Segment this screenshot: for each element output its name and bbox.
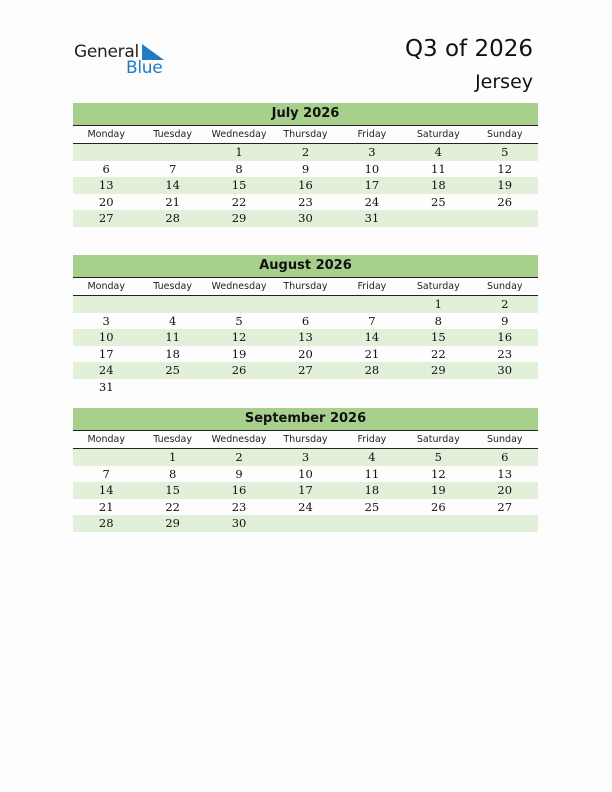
day-cell: 17 bbox=[364, 178, 380, 193]
weekday-label: Monday bbox=[87, 434, 125, 445]
weekday-header-row bbox=[73, 431, 538, 449]
day-cell: 10 bbox=[98, 330, 114, 345]
day-cell: 15 bbox=[431, 330, 446, 345]
weekday-label: Friday bbox=[357, 434, 387, 445]
day-cell: 31 bbox=[364, 211, 380, 226]
day-cell: 29 bbox=[165, 516, 180, 531]
day-cell: 25 bbox=[364, 499, 380, 514]
page-title: Q3 of 2026 bbox=[404, 36, 533, 62]
day-cell: 22 bbox=[231, 194, 247, 209]
day-cell: 23 bbox=[298, 194, 313, 209]
weekday-label: Sunday bbox=[486, 281, 523, 292]
day-cell: 11 bbox=[364, 466, 380, 481]
day-cell: 29 bbox=[431, 363, 446, 378]
day-cell: 7 bbox=[102, 466, 110, 481]
week-row bbox=[73, 379, 538, 396]
day-cell: 8 bbox=[235, 161, 243, 176]
generalblue-logo bbox=[74, 42, 174, 78]
week-row bbox=[73, 515, 538, 532]
day-cell: 20 bbox=[497, 483, 513, 498]
day-cell: 15 bbox=[231, 178, 247, 193]
day-cell: 4 bbox=[368, 450, 376, 464]
day-cell: 13 bbox=[497, 466, 513, 481]
day-cell: 14 bbox=[165, 178, 180, 193]
weekday-label: Thursday bbox=[283, 281, 328, 292]
weekday-label: Friday bbox=[357, 281, 387, 292]
weekday-label: Wednesday bbox=[211, 281, 267, 292]
month-calendar-august bbox=[73, 255, 538, 396]
day-cell: 30 bbox=[231, 516, 247, 531]
day-cell bbox=[139, 379, 205, 396]
logo-text-general: General bbox=[74, 42, 139, 62]
week-row bbox=[73, 362, 538, 379]
day-cell bbox=[472, 210, 538, 227]
day-cell: 26 bbox=[497, 194, 513, 209]
day-cell: 17 bbox=[298, 483, 313, 498]
day-cell: 22 bbox=[431, 346, 446, 361]
day-cell: 3 bbox=[102, 313, 110, 328]
day-cell: 5 bbox=[434, 450, 442, 464]
day-cell bbox=[206, 379, 272, 396]
day-cell: 27 bbox=[98, 211, 114, 226]
day-cell: 16 bbox=[231, 483, 247, 498]
day-cell: 23 bbox=[497, 346, 513, 361]
weekday-label: Sunday bbox=[486, 434, 523, 445]
day-cell bbox=[339, 379, 405, 396]
day-cell: 7 bbox=[168, 161, 177, 176]
day-cell bbox=[339, 515, 405, 532]
weekday-label: Saturday bbox=[416, 129, 460, 140]
day-cell bbox=[272, 515, 338, 532]
day-cell bbox=[73, 449, 139, 466]
day-cell: 1 bbox=[434, 297, 442, 311]
day-cell: 9 bbox=[235, 466, 243, 481]
day-cell: 16 bbox=[497, 330, 513, 345]
day-cell: 23 bbox=[231, 499, 247, 514]
day-cell: 10 bbox=[298, 466, 313, 481]
day-cell bbox=[405, 379, 471, 396]
day-cell: 1 bbox=[235, 145, 243, 159]
day-cell: 17 bbox=[98, 346, 114, 361]
day-cell: 18 bbox=[165, 346, 180, 361]
month-title: July 2026 bbox=[73, 103, 538, 126]
day-cell: 20 bbox=[98, 194, 114, 209]
weekday-label: Thursday bbox=[283, 129, 328, 140]
day-cell bbox=[73, 296, 139, 313]
day-cell: 4 bbox=[434, 145, 442, 159]
day-cell: 25 bbox=[431, 194, 446, 209]
day-cell: 24 bbox=[98, 363, 114, 378]
weekday-header-row bbox=[73, 278, 538, 296]
day-cell: 30 bbox=[497, 363, 513, 378]
week-row bbox=[73, 144, 538, 161]
day-cell: 11 bbox=[431, 161, 446, 176]
weekday-label: Tuesday bbox=[153, 129, 192, 140]
week-row bbox=[73, 161, 538, 178]
day-cell: 18 bbox=[431, 178, 446, 193]
day-cell bbox=[73, 144, 139, 161]
week-row bbox=[73, 482, 538, 499]
day-cell bbox=[405, 210, 471, 227]
day-cell: 5 bbox=[235, 313, 243, 328]
day-cell bbox=[206, 296, 272, 313]
day-cell bbox=[272, 296, 338, 313]
weekday-label: Saturday bbox=[416, 434, 460, 445]
weekday-label: Tuesday bbox=[153, 434, 192, 445]
day-cell: 14 bbox=[98, 483, 114, 498]
day-cell: 27 bbox=[298, 363, 313, 378]
week-row bbox=[73, 449, 538, 466]
day-cell: 19 bbox=[497, 178, 513, 193]
day-cell bbox=[472, 515, 538, 532]
day-cell: 11 bbox=[165, 330, 180, 345]
day-cell: 4 bbox=[168, 313, 177, 328]
month-title: August 2026 bbox=[73, 255, 538, 278]
day-cell: 12 bbox=[497, 161, 513, 176]
day-cell: 12 bbox=[431, 466, 446, 481]
week-row bbox=[73, 177, 538, 194]
region-name: Jersey bbox=[475, 71, 533, 93]
day-cell: 26 bbox=[231, 363, 247, 378]
day-cell: 14 bbox=[364, 330, 380, 345]
day-cell: 9 bbox=[501, 313, 509, 328]
week-row bbox=[73, 210, 538, 227]
day-cell: 6 bbox=[102, 161, 110, 176]
day-cell: 3 bbox=[368, 145, 376, 159]
month-calendar-september bbox=[73, 408, 538, 532]
week-row bbox=[73, 346, 538, 363]
weekday-label: Friday bbox=[357, 129, 387, 140]
weekday-label: Tuesday bbox=[153, 281, 192, 292]
day-cell: 13 bbox=[298, 330, 313, 345]
day-cell: 15 bbox=[165, 483, 180, 498]
day-cell: 2 bbox=[501, 297, 509, 311]
day-cell: 2 bbox=[235, 450, 243, 464]
day-cell: 6 bbox=[501, 450, 509, 464]
day-cell: 1 bbox=[168, 450, 177, 464]
day-cell: 30 bbox=[298, 211, 313, 226]
day-cell: 26 bbox=[431, 499, 446, 514]
weekday-label: Wednesday bbox=[211, 129, 267, 140]
week-row bbox=[73, 466, 538, 483]
day-cell bbox=[139, 296, 205, 313]
weekday-label: Sunday bbox=[486, 129, 523, 140]
day-cell bbox=[272, 379, 338, 396]
week-row bbox=[73, 499, 538, 516]
month-calendar-july bbox=[73, 103, 538, 227]
weekday-label: Saturday bbox=[416, 281, 460, 292]
day-cell: 5 bbox=[501, 145, 509, 159]
day-cell: 3 bbox=[301, 450, 310, 464]
weekday-header-row bbox=[73, 126, 538, 144]
week-row bbox=[73, 296, 538, 313]
logo-text-blue: Blue bbox=[126, 58, 163, 78]
day-cell: 8 bbox=[434, 313, 442, 328]
day-cell: 29 bbox=[231, 211, 247, 226]
day-cell: 9 bbox=[301, 161, 310, 176]
day-cell bbox=[405, 515, 471, 532]
day-cell: 25 bbox=[165, 363, 180, 378]
day-cell: 6 bbox=[301, 313, 310, 328]
week-row bbox=[73, 329, 538, 346]
day-cell: 21 bbox=[165, 194, 180, 209]
day-cell: 19 bbox=[231, 346, 247, 361]
day-cell: 10 bbox=[364, 161, 380, 176]
day-cell: 8 bbox=[168, 466, 177, 481]
day-cell: 12 bbox=[231, 330, 247, 345]
day-cell: 22 bbox=[165, 499, 180, 514]
week-row bbox=[73, 194, 538, 211]
day-cell: 28 bbox=[98, 516, 114, 531]
weekday-label: Monday bbox=[87, 129, 125, 140]
day-cell: 31 bbox=[98, 379, 114, 394]
day-cell: 13 bbox=[98, 178, 114, 193]
month-title: September 2026 bbox=[73, 408, 538, 431]
day-cell: 18 bbox=[364, 483, 380, 498]
day-cell: 24 bbox=[364, 194, 380, 209]
day-cell: 27 bbox=[497, 499, 513, 514]
day-cell: 20 bbox=[298, 346, 313, 361]
day-cell: 2 bbox=[301, 145, 310, 159]
weekday-label: Thursday bbox=[283, 434, 328, 445]
weekday-label: Monday bbox=[87, 281, 125, 292]
day-cell: 21 bbox=[364, 346, 380, 361]
day-cell: 16 bbox=[298, 178, 313, 193]
day-cell: 28 bbox=[165, 211, 180, 226]
weekday-label: Wednesday bbox=[211, 434, 267, 445]
day-cell bbox=[472, 379, 538, 396]
day-cell: 19 bbox=[431, 483, 446, 498]
day-cell: 28 bbox=[364, 363, 380, 378]
day-cell bbox=[139, 144, 205, 161]
week-row bbox=[73, 313, 538, 330]
day-cell bbox=[339, 296, 405, 313]
day-cell: 24 bbox=[298, 499, 313, 514]
day-cell: 21 bbox=[98, 499, 114, 514]
day-cell: 7 bbox=[368, 313, 376, 328]
